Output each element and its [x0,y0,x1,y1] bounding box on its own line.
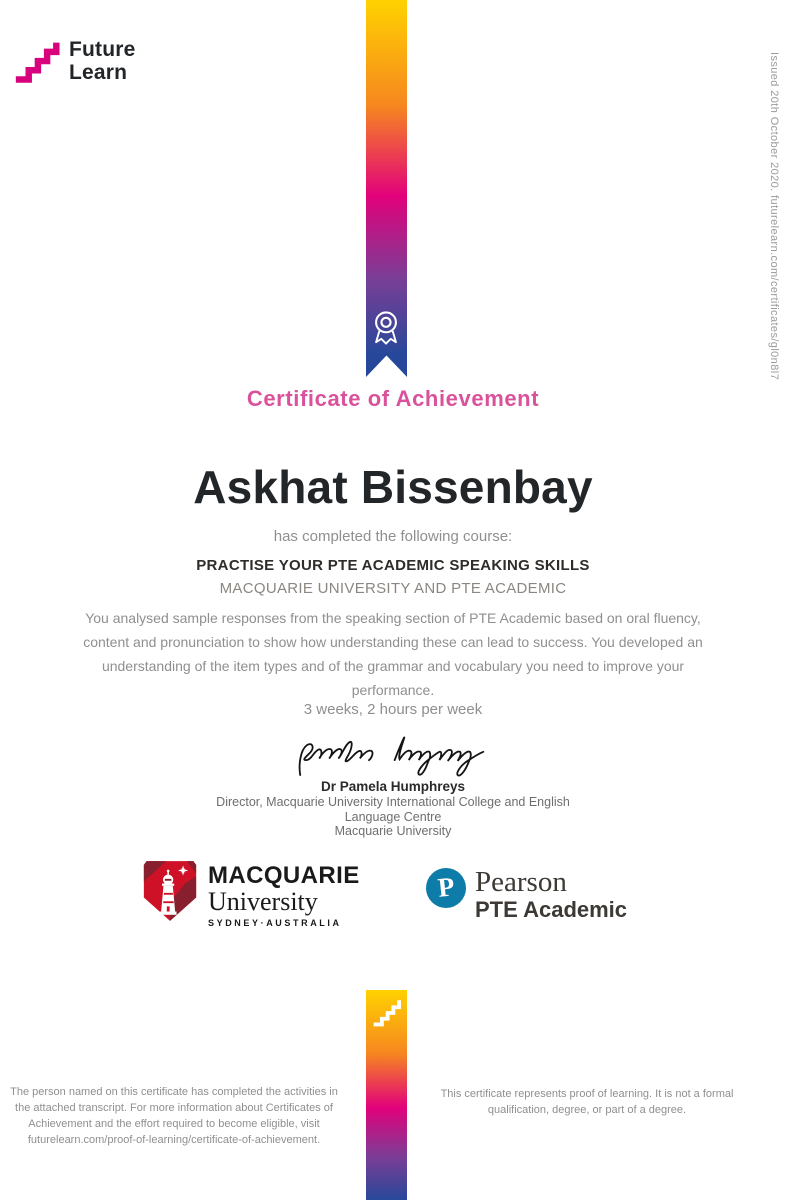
logo-line-2: Learn [69,61,128,85]
futurelearn-logo [14,38,136,84]
certificate-title: Certificate of Achievement [246,386,540,411]
signature-image [243,722,543,785]
course-providers: MACQUARIE UNIVERSITY AND PTE ACADEMIC [219,580,567,597]
futurelearn-wordmark [69,38,136,84]
pearson-logo [426,868,627,922]
footer-transcript-note: The person named on this certificate has completed the activities in the attached transcript. For more information about Certificates of Achievement and the effort required to become eligible, visit futurelearn.com/proof-of-learning/certificate-of-achievement. [10,1086,338,1146]
completed-line: has completed the following course: [273,528,513,545]
macquarie-name: MACQUARIE [208,862,360,889]
pearson-name: Pearson [475,866,567,898]
macquarie-sub: University [208,887,318,916]
macquarie-shield-icon [142,858,198,924]
signatory-role: Director, Macquarie University International College and English Language Centre [216,795,570,824]
recipient-name: Askhat Bissenbay [193,461,593,513]
gradient-ribbon-bottom [366,990,407,1200]
futurelearn-steps-icon [14,40,60,84]
course-description: You analysed sample responses from the speaking section of PTE Academic based on oral fluency, content and pronunciation to show how understanding these can lead to success. You developed an understanding of the item types and of the grammar and vocabulary you need to improve your performance. [83,610,703,698]
footer-proof-note: This certificate represents proof of learning. It is not a formal qualification, degree, or part of a degree. [440,1088,734,1116]
course-title: PRACTISE YOUR PTE ACADEMIC SPEAKING SKILLS [196,557,590,574]
logo-line-1: Future [69,38,136,61]
award-medal-icon [369,308,403,353]
issue-note: Issued 20th October 2020. futurelearn.com/certificates/gl0n8l7 [768,52,780,381]
signatory-organisation: Macquarie University [334,824,452,838]
course-duration: 3 weeks, 2 hours per week [303,701,483,718]
pearson-p-letter: P [436,870,456,903]
macquarie-logo [142,858,360,928]
signatory-name: Dr Pamela Humphreys [320,779,466,794]
macquarie-tagline: SYDNEY·AUSTRALIA [208,918,342,929]
pearson-sub: PTE Academic [475,897,628,922]
futurelearn-steps-icon-white [372,999,402,1027]
pearson-p-icon [426,868,466,908]
